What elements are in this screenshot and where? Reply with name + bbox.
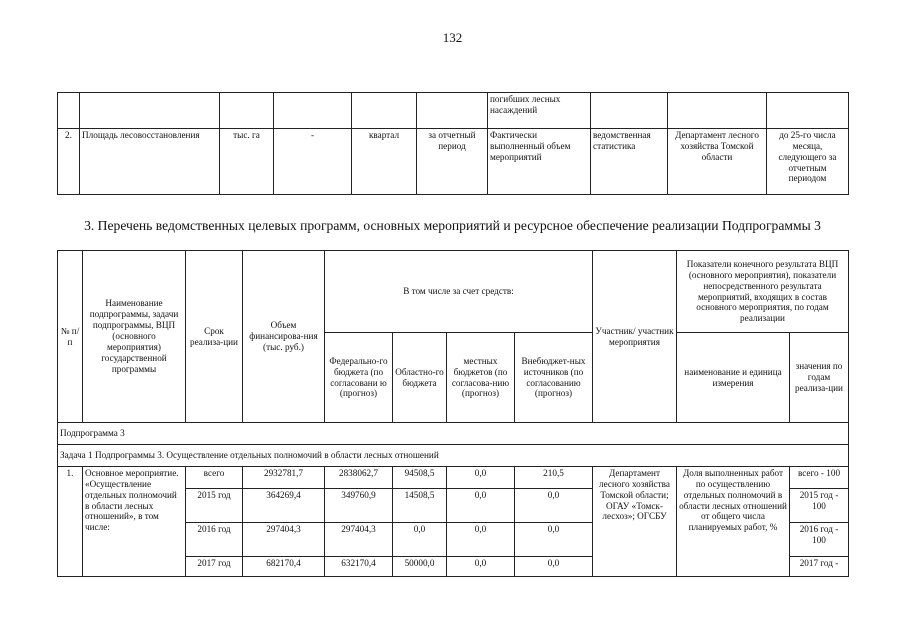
indicator-value-cell: всего - 100 [790,467,849,489]
participant-cell: Департамент лесного хозяйства Томской области; ОГАУ «Томск-лесхоз»; ОГСБУ [593,467,677,577]
header-local: местных бюджетов (по согласова-нию (прогноз) [447,333,515,423]
extra-cell: 0,0 [515,489,593,523]
header-regional: Областно-го бюджета [393,333,447,423]
header-indicators: Показатели конечного результата ВЦП (основного мероприятия), показатели непосредственного результата мероприятий, входящих в состав основного мероприятия, по годам реализации [677,251,849,333]
header-federal: Федерально-го бюджета (по согласовани ю (прогноз) [325,333,393,423]
local-cell: 0,0 [447,557,515,577]
regional-cell: 14508,5 [393,489,447,523]
subprogram-label: Подпрограмма 3 [58,423,849,445]
term-cell: 2017 год [186,557,243,577]
term-cell: 2016 год [186,523,243,557]
indicator-value-cell: 2015 год - 100 [790,489,849,523]
table-row [58,129,849,195]
header-extra: Внебюджет-ных источников (по согласованию (прогноз) [515,333,593,423]
volume-cell: 364269,4 [243,489,325,523]
header-name: Наименование подпрограммы, задачи подпрограммы, ВЦП (основного мероприятия) государственной программы [83,251,186,423]
volume-cell: 297404,3 [243,523,325,557]
volume-cell: 682170,4 [243,557,325,577]
header-indicator-name: наименование и единица измерения [677,333,790,423]
source-cell: ведомственная статистика [591,129,668,195]
dash-cell: - [274,129,352,195]
period-cell: квартал [352,129,417,195]
extra-cell: 210,5 [515,467,593,489]
indicator-value-cell: 2017 год - [790,557,849,577]
method-cell: погибших лесных насаждений [488,93,591,129]
header-indicator-values: значения по годам реализа-ции [790,333,849,423]
header-volume: Объем финансирова-ния (тыс. руб.) [243,251,325,423]
header-term: Срок реализа-ции [186,251,243,423]
header-participant: Участник/ участник мероприятия [593,251,677,423]
federal-cell: 632170,4 [325,557,393,577]
term-cell: 2015 год [186,489,243,523]
indicator-name: Площадь лесовосстановления [80,129,220,195]
federal-cell: 349760,9 [325,489,393,523]
page-number: 132 [442,30,463,45]
federal-cell: 2838062,7 [325,467,393,489]
table-row [58,93,849,129]
deadline-cell: до 25-го числа месяца, следующего за отчетным периодом [767,129,849,195]
indicators-continuation-table [57,92,849,195]
local-cell: 0,0 [447,467,515,489]
regional-cell: 94508,5 [393,467,447,489]
task-label: Задача 1 Подпрограммы 3. Осуществление отдельных полномочий в области лесных отношений [58,445,849,467]
extra-cell: 0,0 [515,557,593,577]
subprogram-resources-table [57,250,849,577]
responsible-cell: Департамент лесного хозяйства Томской области [668,129,767,195]
header-num: № п/п [58,251,83,423]
regional-cell: 0,0 [393,523,447,557]
date-cell: за отчетный период [417,129,488,195]
item-name: Основное мероприятие. «Осуществление отдельных полномочий в области лесных отношений», в том числе: [83,467,186,577]
federal-cell: 297404,3 [325,523,393,557]
header-sources: В том числе за счет средств: [325,251,593,333]
regional-cell: 50000,0 [393,557,447,577]
indicator-value-cell: 2016 год - 100 [790,523,849,557]
table-row [58,467,849,489]
extra-cell: 0,0 [515,523,593,557]
volume-cell: 2932781,7 [243,467,325,489]
term-cell: всего [186,467,243,489]
item-number: 1. [58,467,83,577]
row-number: 2. [58,129,80,195]
header-row [58,251,849,333]
task-row [58,445,849,467]
unit-cell: тыс. га [220,129,274,195]
subprogram-row [58,423,849,445]
method-cell: Фактически выполненный объем мероприятий [488,129,591,195]
section-heading: 3. Перечень ведомственных целевых программ, основных мероприятий и ресурсное обеспечение реализации Подпрограммы 3 [84,218,821,233]
indicator-name-cell: Доля выполненных работ по осуществлению отдельных полномочий в области лесных отношений от общего числа планируемых работ, % [677,467,790,577]
local-cell: 0,0 [447,489,515,523]
local-cell: 0,0 [447,523,515,557]
